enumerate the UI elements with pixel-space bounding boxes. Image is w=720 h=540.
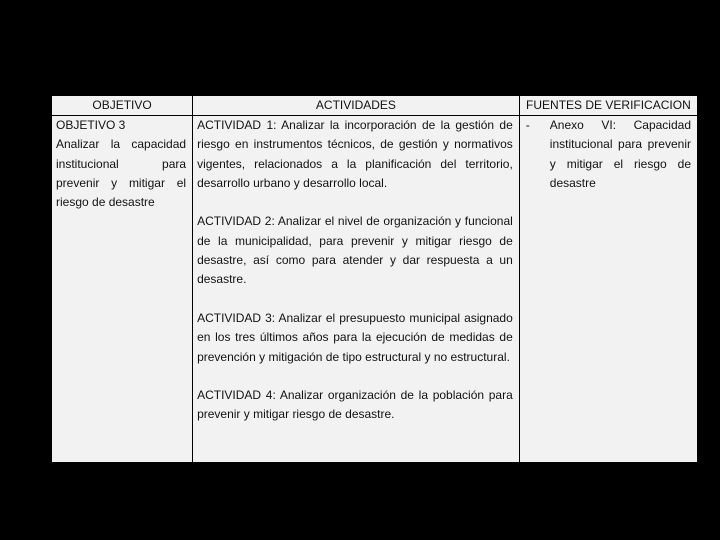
activity-2: ACTIVIDAD 2: Analizar el nivel de organización y funcional de la municipalidad, para prevenir y mitigar riesgo de desastre, así como para atender y dar respuesta a un desastre. <box>197 214 513 287</box>
header-activities: ACTIVIDADES <box>193 96 520 116</box>
header-objective: OBJETIVO <box>52 96 193 116</box>
source-bullet: - <box>525 118 530 132</box>
objective-label: OBJETIVO 3 <box>56 118 126 132</box>
objectives-table <box>51 95 698 463</box>
objective-cell <box>52 116 193 463</box>
activity-4: ACTIVIDAD 4: Analizar organización de la población para prevenir y mitigar riesgo de desastre. <box>197 388 513 422</box>
source-item <box>524 116 691 193</box>
source-text: Anexo VI: Capacidad institucional para prevenir y mitigar el riesgo de desastre <box>549 118 691 190</box>
header-row <box>52 96 698 116</box>
objective-text: Analizar la capacidad institucional para prevenir y mitigar el riesgo de desastre <box>56 137 187 210</box>
table-row <box>52 116 698 463</box>
activity-1: ACTIVIDAD 1: Analizar la incorporación de la gestión de riesgo en instrumentos técnicos, de gestión y normativos vigentes, relacionados a la planificación del territorio, desarrollo urbano y desarrollo local. <box>197 118 513 190</box>
sources-cell <box>519 116 697 463</box>
header-sources: FUENTES DE VERIFICACION <box>519 96 697 116</box>
activity-3: ACTIVIDAD 3: Analizar el presupuesto municipal asignado en los tres últimos años para la ejecución de medidas de prevención y mitigación de tipo estructural y no estructural. <box>197 310 513 364</box>
activities-cell <box>193 116 520 463</box>
